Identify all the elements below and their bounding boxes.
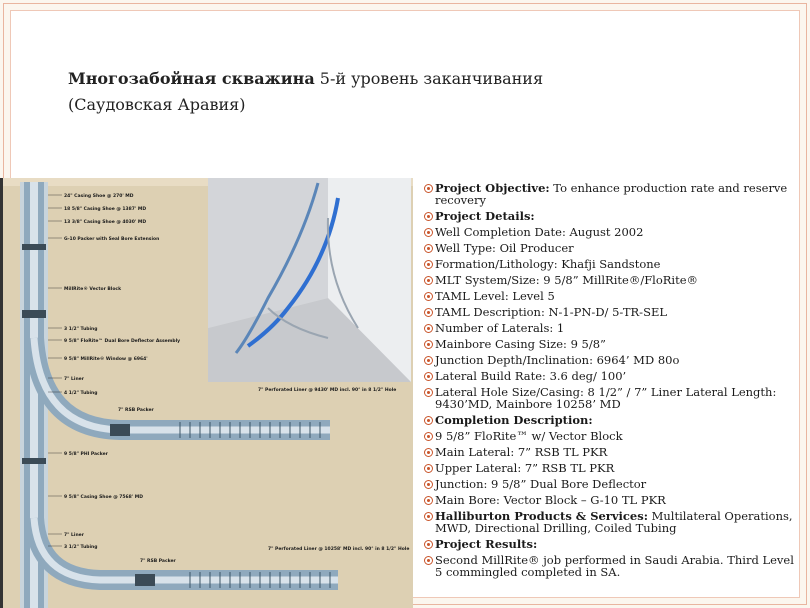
phi-packer — [22, 458, 46, 464]
diagram-label: 7" RSB Packer — [140, 559, 176, 564]
diagram-label: 7" RSB Packer — [118, 408, 154, 413]
bullet-icon — [424, 388, 433, 397]
diagram-label: 24" Casing Shoe @ 270' MD — [64, 194, 134, 199]
bullet-icon — [424, 480, 433, 489]
title-line-1 — [68, 66, 543, 92]
list-item: MLT System/Size: 9 5/8” MillRite®/FloRite® — [424, 274, 804, 286]
bullet-icon — [424, 372, 433, 381]
bullet-icon — [424, 448, 433, 457]
rsb-packer-lower — [135, 574, 155, 586]
bullet-icon — [424, 512, 433, 521]
bullet-icon — [424, 260, 433, 269]
diagram-label: 7" Liner — [64, 533, 84, 538]
list-item: Number of Laterals: 1 — [424, 322, 804, 334]
diagram-label: 4 1/2" Tubing — [64, 391, 98, 396]
title-rest-part: 5-й уровень заканчивания — [314, 69, 544, 88]
list-item: Halliburton Products & Services: Multilateral Operations, MWD, Directional Drilling, Coiled Tubing — [424, 510, 804, 534]
diagram-label: 18 5/8" Casing Shoe @ 1387' MD — [64, 207, 147, 212]
list-item: Lateral Hole Size/Casing: 8 1/2” / 7” Liner Lateral Length: 9430’MD, Mainbore 10258’ MD — [424, 386, 804, 410]
list-item: Junction Depth/Inclination: 6964’ MD 80o — [424, 354, 804, 366]
diagram-label: 7" Perforated Liner @ 9430' MD incl. 90° in 8 1/2" Hole — [258, 388, 397, 393]
diagram-label: 7" Liner — [64, 377, 84, 382]
list-item: Junction: 9 5/8” Dual Bore Deflector — [424, 478, 804, 490]
list-item: Lateral Build Rate: 3.6 deg/ 100’ — [424, 370, 804, 382]
bullet-icon — [424, 292, 433, 301]
well-path-3d-image — [208, 178, 411, 382]
list-item: Well Completion Date: August 2002 — [424, 226, 804, 238]
diagram-label: 9 5/8" Casing Shoe @ 7568' MD — [64, 495, 143, 500]
packer-g10 — [22, 244, 46, 250]
bullet-icon — [424, 212, 433, 221]
list-item: Formation/Lithology: Khafji Sandstone — [424, 258, 804, 270]
bullet-icon — [424, 308, 433, 317]
list-item: Project Results: — [424, 538, 804, 550]
dual-bore-deflector — [22, 310, 46, 318]
list-item: 9 5/8” FloRite™ w/ Vector Block — [424, 430, 804, 442]
title-bold-part: Многозабойная скважина — [68, 69, 315, 88]
list-item: Mainbore Casing Size: 9 5/8” — [424, 338, 804, 350]
list-item: Project Objective: To enhance production rate and reserve recovery — [424, 182, 804, 206]
list-item: TAML Level: Level 5 — [424, 290, 804, 302]
diagram-label: 9 5/8" FloRite™ Dual Bore Deflector Assembly — [64, 339, 181, 344]
list-item: Main Lateral: 7” RSB TL PKR — [424, 446, 804, 458]
bullet-icon — [424, 228, 433, 237]
bullet-icon — [424, 356, 433, 365]
rsb-packer-upper — [110, 424, 130, 436]
bullet-icon — [424, 540, 433, 549]
diagram-label: MillRite® Vector Block — [64, 287, 122, 292]
list-item: TAML Description: N-1-PN-D/ 5-TR-SEL — [424, 306, 804, 318]
bullet-icon — [424, 184, 433, 193]
list-item: Project Details: — [424, 210, 804, 222]
bullet-icon — [424, 416, 433, 425]
diagram-label: 3 1/2" Tubing — [64, 545, 98, 550]
bullet-icon — [424, 556, 433, 565]
slide-title — [68, 66, 543, 118]
list-item: Completion Description: — [424, 414, 804, 426]
bullet-icon — [424, 464, 433, 473]
bullet-icon — [424, 276, 433, 285]
bullet-icon — [424, 432, 433, 441]
project-details-list — [424, 182, 804, 582]
list-item: Upper Lateral: 7” RSB TL PKR — [424, 462, 804, 474]
diagram-label: G-10 Packer with Seal Bore Extension — [64, 237, 160, 242]
diagram-label: 7" Perforated Liner @ 10258' MD incl. 90° in 8 1/2" Hole — [268, 547, 410, 552]
diagram-label: 9 5/8" MillRite® Window @ 6964' — [64, 357, 148, 362]
bullet-icon — [424, 496, 433, 505]
diagram-label: 3 1/2" Tubing — [64, 327, 98, 332]
diagram-label: 13 3/8" Casing Shoe @ 4030' MD — [64, 220, 147, 225]
list-item: Well Type: Oil Producer — [424, 242, 804, 254]
list-item: Second MillRite® job performed in Saudi Arabia. Third Level 5 commingled completed in SA. — [424, 554, 804, 578]
bullet-icon — [424, 340, 433, 349]
bullet-icon — [424, 244, 433, 253]
bullet-icon — [424, 324, 433, 333]
title-line-2: (Саудовская Аравия) — [68, 95, 246, 114]
diagram-label: 9 5/8" PHI Packer — [64, 452, 108, 457]
list-item: Main Bore: Vector Block – G-10 TL PKR — [424, 494, 804, 506]
